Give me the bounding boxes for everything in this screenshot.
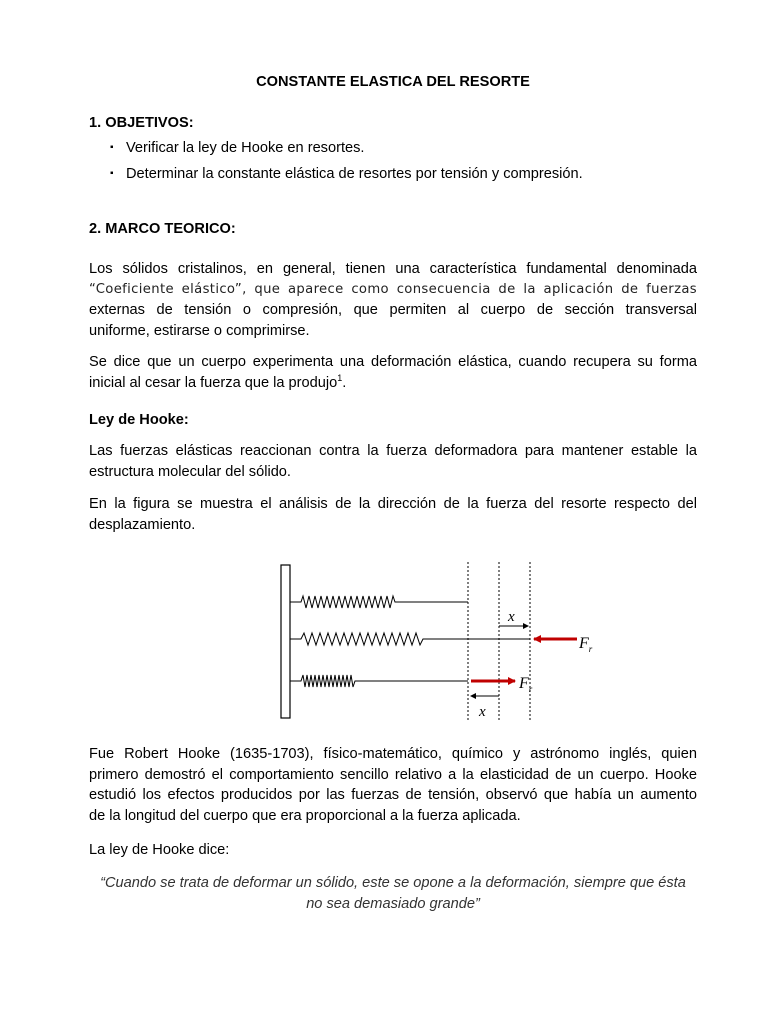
text-line: En la figura se muestra el análisis de la dirección de la fuerza del resorte respecto del [89, 496, 697, 512]
objective-text: Determinar la constante elástica de resortes por tensión y compresión. [126, 166, 583, 183]
text-line: desplazamiento. [89, 516, 196, 533]
paragraph-figura [89, 494, 697, 535]
label-x-top: x [508, 609, 515, 625]
text-line: Los sólidos cristalinos, en general, tienen una característica fundamental denominada [89, 261, 697, 277]
objective-text: Verificar la ley de Hooke en resortes. [126, 140, 365, 156]
wall [281, 565, 290, 718]
hooke-quote [89, 873, 697, 915]
bullet-icon: ▪ [110, 142, 114, 153]
footnote-reference[interactable]: 1 [337, 372, 343, 383]
text-line: inicial al cesar la fuerza que la produjo [89, 374, 338, 391]
label-fr-compressed: $F_r$ [519, 675, 533, 694]
spring-figure [281, 560, 593, 725]
quote-line: no sea demasiado grande” [306, 896, 480, 912]
paragraph-solidos [89, 259, 697, 341]
label-x-bottom: x [479, 704, 486, 720]
spring-stretched [290, 633, 530, 645]
list-item [89, 138, 583, 159]
text-line: primero demostró el comportamiento sencillo relativo a la elasticidad de un cuerpo. Hooke [89, 766, 697, 783]
text-line: Se dice que un cuerpo experimenta una deformación elástica, cuando recupera su forma [89, 354, 697, 370]
text-line: . [342, 374, 347, 391]
bullet-icon: ▪ [110, 168, 114, 180]
list-item [89, 164, 583, 185]
text-line: estructura molecular del sólido. [89, 463, 291, 480]
label-fr-stretched: $F_r$ [579, 635, 593, 654]
document-title: CONSTANTE ELASTICA DEL RESORTE [256, 74, 530, 90]
text-line: estudió los efectos producidos por las fuerzas de tensión, observó que había un aumento [89, 787, 697, 804]
spring-compressed [290, 675, 468, 687]
text-line: de la longitud del cuerpo que era proporcional a la fuerza aplicada. [89, 807, 521, 824]
text-line: “Coeficiente elástico”, que aparece como consecuencia de la aplicación de fuerzas [89, 281, 697, 297]
paragraph-fuerzas-elasticas [89, 441, 697, 482]
subheading-ley-de-hooke: Ley de Hooke: [89, 412, 189, 428]
spring-rest [290, 596, 468, 608]
text-line: Las fuerzas elásticas reaccionan contra la fuerza deformadora para mantener estable la [89, 443, 697, 459]
paragraph-deformacion [89, 352, 697, 393]
section-heading-objetivos: 1. OBJETIVOS: [89, 115, 194, 131]
text-line: externas de tensión o compresión, que permiten al cuerpo de sección transversal [89, 302, 697, 319]
objectives-list [89, 138, 583, 190]
paragraph-ley-dice: La ley de Hooke dice: [89, 842, 230, 858]
text-line: uniforme, estirarse o comprimirse. [89, 322, 310, 339]
section-heading-marco-teorico: 2. MARCO TEORICO: [89, 221, 236, 237]
text-line: Fue Robert Hooke (1635-1703), físico-matemático, químico y astrónomo inglés, quien [89, 746, 697, 762]
paragraph-robert-hooke [89, 744, 697, 826]
quote-line: “Cuando se trata de deformar un sólido, este se opone a la deformación, siempre que ésta [100, 875, 686, 891]
